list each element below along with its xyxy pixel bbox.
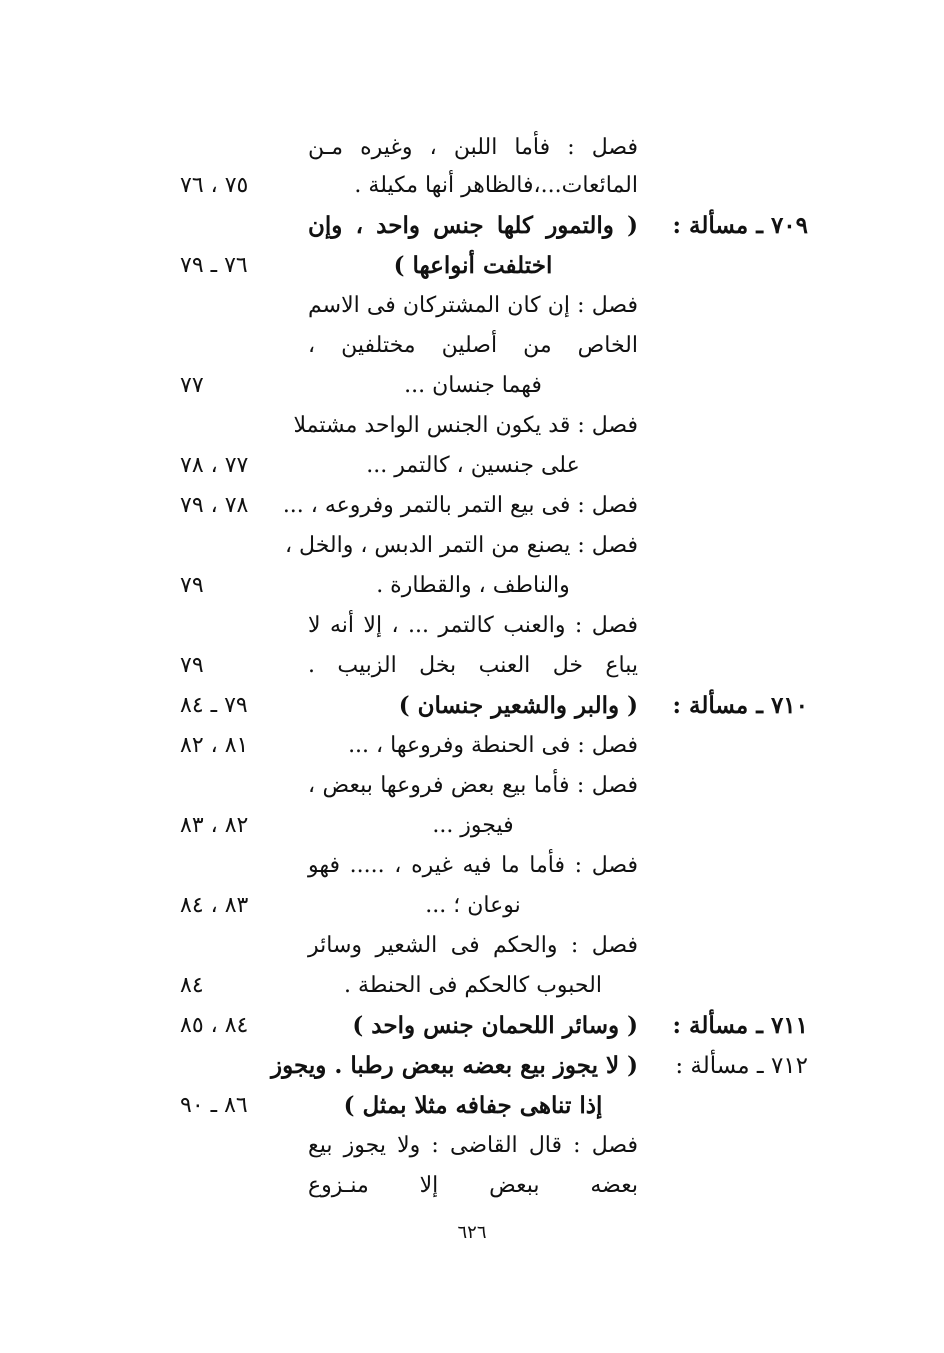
entry-page-ref: ٧٦ ـ ٧٩ — [180, 253, 248, 278]
entry-page-ref — [180, 1126, 290, 1166]
entry-page-ref — [180, 206, 290, 246]
index-entry — [0, 806, 944, 846]
entry-text: بعضه ببعض إلا منـزوع — [308, 1173, 638, 1198]
entry-page-ref — [180, 326, 290, 366]
entry-text: ( لا يجوز بيع بعضه ببعض رطبا . ويجوز — [271, 1052, 638, 1079]
entry-number-label — [628, 806, 808, 846]
entry-number-label — [628, 846, 808, 886]
entry-page-ref — [180, 606, 290, 646]
entry-page-ref: ٧٨ ، ٧٩ — [180, 493, 249, 518]
entry-page-ref: ٨٢ ، ٨٣ — [180, 813, 249, 838]
index-entry — [0, 566, 944, 606]
entry-page-ref: ٨٤ ، ٨٥ — [180, 1013, 249, 1038]
entry-page-ref: ٨١ ، ٨٢ — [180, 733, 249, 758]
entry-number-label — [628, 486, 808, 526]
entry-number-label: ٧١٠ ـ مسألة : — [672, 692, 808, 719]
entry-text: فصل : فى الحنطة وفروعها ، ... — [348, 733, 638, 758]
entry-page-ref — [180, 128, 290, 168]
entry-number-label: ٧١٢ ـ مسألة : — [675, 1053, 808, 1079]
entry-text: إذا تناهى جفافه مثلا بمثل ) — [343, 1092, 603, 1119]
entry-number-label: ٧١١ ـ مسألة : — [672, 1012, 808, 1039]
index-entry — [0, 846, 944, 886]
index-entry — [0, 646, 944, 686]
entry-page-ref: ٧٧ ، ٧٨ — [180, 453, 249, 478]
entry-page-ref: ٨٤ — [180, 973, 204, 998]
entry-number-label — [628, 886, 808, 926]
entry-number-label — [628, 526, 808, 566]
entry-number-label — [628, 566, 808, 606]
entry-page-ref: ٧٩ — [180, 653, 204, 678]
entry-number-label — [628, 246, 808, 286]
entry-text: فصل : والعنب كالتمر ... ، إلا أنه لا — [308, 613, 638, 638]
entry-page-ref — [180, 526, 290, 566]
index-entry — [0, 686, 944, 726]
entry-number-label — [628, 166, 808, 206]
index-entry — [0, 1046, 944, 1086]
index-entry — [0, 486, 944, 526]
index-entry — [0, 446, 944, 486]
entry-page-ref — [180, 926, 290, 966]
index-entry — [0, 286, 944, 326]
entry-page-ref — [180, 846, 290, 886]
entry-page-ref — [180, 1166, 290, 1206]
entry-number-label — [628, 1166, 808, 1206]
index-entry — [0, 1166, 944, 1206]
entry-text: ( والتمور كلها جنس واحد ، وإن — [308, 212, 638, 239]
entry-page-ref: ٧٥ ، ٧٦ — [180, 173, 249, 198]
entry-number-label: ٧٠٩ ـ مسألة : — [672, 212, 808, 239]
entry-text: فصل : إن كان المشتركان فى الاسم — [308, 293, 638, 318]
entry-text: فهما جنسان ... — [404, 373, 542, 398]
entry-text: يباع خل العنب بخل الزبيب . — [308, 653, 638, 678]
index-entry — [0, 966, 944, 1006]
entry-text: الحبوب كالحكم فى الحنطة . — [344, 973, 602, 998]
index-entry — [0, 766, 944, 806]
entry-number-label — [628, 766, 808, 806]
index-entry — [0, 1006, 944, 1046]
entry-text: فصل : يصنع من التمر الدبس ، والخل ، — [284, 533, 638, 558]
index-entry — [0, 406, 944, 446]
entry-number-label — [628, 446, 808, 486]
entry-number-label — [628, 326, 808, 366]
entry-text: فصل : فأما اللبن ، وغيره مـن — [308, 135, 638, 160]
entry-page-ref: ٧٩ ـ ٨٤ — [180, 693, 248, 718]
entry-number-label — [628, 406, 808, 446]
entry-text: فصل : فأما بيع بعض فروعها ببعض ، — [308, 773, 638, 798]
page-number: ٦٢٦ — [457, 1222, 487, 1243]
entry-number-label — [628, 926, 808, 966]
entry-text: فصل : قد يكون الجنس الواحد مشتملا — [293, 413, 638, 438]
entry-text: فصل : فى بيع التمر بالتمر وفروعه ، ... — [282, 493, 638, 518]
entry-page-ref — [180, 286, 290, 326]
index-entry — [0, 606, 944, 646]
entry-number-label — [628, 726, 808, 766]
entry-number-label — [628, 128, 808, 168]
entry-text: اختلفت أنواعها ) — [393, 252, 553, 279]
index-entry — [0, 128, 944, 168]
index-entry — [0, 886, 944, 926]
index-entry — [0, 926, 944, 966]
entry-text: والناطف ، والقطارة . — [376, 573, 570, 598]
entry-text: ( والبر والشعير جنسان ) — [398, 692, 638, 719]
entry-text: فصل : والحكم فى الشعير وسائر — [308, 933, 638, 958]
entry-text: الخاص من أصلين مختلفين ، — [308, 333, 638, 358]
index-entry — [0, 726, 944, 766]
index-entry — [0, 326, 944, 366]
entry-text: المائعات...،فالظاهر أنها مكيلة . — [354, 173, 638, 198]
index-entry — [0, 206, 944, 246]
index-entry — [0, 166, 944, 206]
entry-text: نوعان ؛ ... — [425, 893, 521, 918]
entry-text: فصل : قال القاضى : ولا يجوز بيع — [308, 1133, 638, 1158]
entry-text: فيجوز ... — [432, 813, 514, 838]
entry-page-ref: ٨٣ ، ٨٤ — [180, 893, 249, 918]
entry-number-label — [628, 286, 808, 326]
entry-page-ref: ٧٧ — [180, 373, 204, 398]
index-entry — [0, 526, 944, 566]
index-entry — [0, 246, 944, 286]
entry-number-label — [628, 646, 808, 686]
entry-number-label — [628, 1086, 808, 1126]
entry-text: على جنسين ، كالتمر ... — [366, 453, 580, 478]
entry-page-ref — [180, 1046, 290, 1086]
index-entry — [0, 366, 944, 406]
entry-number-label — [628, 1126, 808, 1166]
entry-page-ref: ٨٦ ـ ٩٠ — [180, 1093, 248, 1118]
entry-number-label — [628, 366, 808, 406]
index-entry — [0, 1086, 944, 1126]
index-entry — [0, 1126, 944, 1166]
entry-text: فصل : فأما ما فيه غيره ، ..... فهو — [308, 853, 638, 878]
entry-number-label — [628, 606, 808, 646]
entry-number-label — [628, 966, 808, 1006]
entry-page-ref — [180, 766, 290, 806]
entry-page-ref — [180, 406, 290, 446]
entry-text: ( وسائر اللحمان جنس واحد ) — [352, 1012, 638, 1039]
entry-page-ref: ٧٩ — [180, 573, 204, 598]
